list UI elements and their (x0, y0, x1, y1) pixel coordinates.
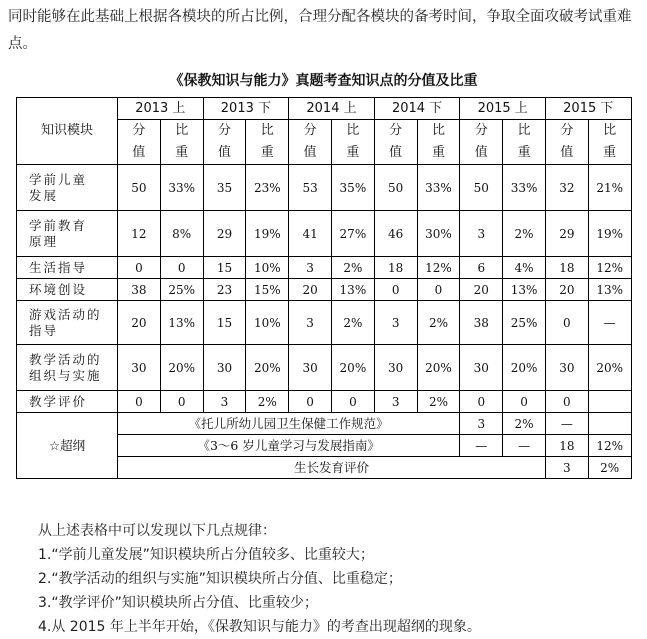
value-cell: 18 (374, 257, 417, 279)
value-cell: 15% (246, 279, 289, 301)
conclusion-item: 1.“学前儿童发展”知识模块所占分值较多、比重较大； (38, 547, 374, 563)
value-cell: 0 (160, 257, 203, 279)
year-header: 2013 下 (203, 98, 289, 120)
table-row (17, 165, 632, 211)
value-cell: 29 (203, 211, 246, 257)
value-cell: 21% (588, 165, 631, 211)
score-table (16, 97, 632, 479)
value-cell: 30 (460, 345, 503, 391)
value-cell: 12 (118, 211, 161, 257)
sub-header-cell: 分 值 (118, 120, 161, 165)
value-cell: 2% (417, 391, 460, 413)
sub-header-cell: 比 重 (246, 120, 289, 165)
value-cell: 35 (203, 165, 246, 211)
value-cell: 50 (118, 165, 161, 211)
value-cell: 13% (503, 279, 546, 301)
value-cell: 20 (545, 279, 588, 301)
value-cell: 46 (374, 211, 417, 257)
value-cell: 20% (331, 345, 374, 391)
value-cell: 0 (374, 279, 417, 301)
value-cell: 30 (203, 345, 246, 391)
beyond-item-name: 《托儿所幼儿园卫生保健工作规范》 (118, 413, 460, 435)
conclusion-item: 2.“教学活动的组织与实施”知识模块所占分值、比重稳定； (38, 571, 402, 587)
value-cell: 33% (417, 165, 460, 211)
conclusion-item: 4.从 2015 年上半年开始，《保教知识与能力》的考查出现超纲的现象。 (38, 619, 481, 635)
value-cell: 15 (203, 257, 246, 279)
value-cell: 23 (203, 279, 246, 301)
value-cell: 30% (417, 211, 460, 257)
value-cell: 3 (374, 391, 417, 413)
value-cell: 0 (118, 257, 161, 279)
value-cell: 2% (503, 211, 546, 257)
value-cell: 50 (460, 165, 503, 211)
value-cell: 19% (246, 211, 289, 257)
value-cell: 13% (331, 279, 374, 301)
module-name: 学前教育 原理 (17, 211, 118, 257)
sub-header-cell: 比 重 (417, 120, 460, 165)
value-cell: 10% (246, 257, 289, 279)
beyond-label: ☆超纲 (17, 413, 118, 479)
value-cell: 53 (289, 165, 332, 211)
value-cell: 30 (289, 345, 332, 391)
value-cell: 0 (331, 391, 374, 413)
value-cell: 2% (331, 301, 374, 345)
module-name: 教学评价 (17, 391, 118, 413)
module-name: 游戏活动的 指导 (17, 301, 118, 345)
beyond-item-name: 生长发育评价 (118, 457, 546, 479)
module-name: 教学活动的 组织与实施 (17, 345, 118, 391)
conclusions (38, 519, 481, 639)
conclusion-lead: 从上述表格中可以发现以下几点规律： (38, 523, 276, 539)
value-cell: 12% (588, 257, 631, 279)
value-cell: — (588, 301, 631, 345)
sub-header-cell: 分 值 (460, 120, 503, 165)
value-cell: 18 (545, 257, 588, 279)
table-row (17, 257, 632, 279)
value-cell: 4% (503, 257, 546, 279)
sub-header-cell: 分 值 (289, 120, 332, 165)
sub-header-cell: 分 值 (203, 120, 246, 165)
value-cell: 20% (503, 345, 546, 391)
value-cell: 20% (417, 345, 460, 391)
conclusion-list (38, 543, 481, 639)
value-cell: 3 (545, 457, 588, 479)
sub-header-cell: 比 重 (503, 120, 546, 165)
value-cell: 20 (289, 279, 332, 301)
module-name: 生活指导 (17, 257, 118, 279)
value-cell: 0 (460, 391, 503, 413)
table-title: 《保教知识与能力》真题考查知识点的分值及比重 (169, 73, 478, 89)
value-cell: — (460, 435, 503, 457)
value-cell: 2% (503, 413, 546, 435)
value-cell: 20% (588, 345, 631, 391)
value-cell: 23% (246, 165, 289, 211)
value-cell: 3 (289, 257, 332, 279)
year-header: 2013 上 (118, 98, 204, 120)
module-header: 知识模块 (17, 98, 118, 165)
value-cell: 15 (203, 301, 246, 345)
value-cell: 0 (289, 391, 332, 413)
value-cell: 3 (289, 301, 332, 345)
value-cell: 6 (460, 257, 503, 279)
value-cell (588, 391, 631, 413)
value-cell: 3 (203, 391, 246, 413)
beyond-item-name: 《3～6 岁儿童学习与发展指南》 (118, 435, 460, 457)
sub-header-cell: 比 重 (588, 120, 631, 165)
sub-header-cell: 分 值 (374, 120, 417, 165)
value-cell (588, 413, 631, 435)
year-header-row (17, 98, 632, 120)
year-header: 2014 下 (374, 98, 460, 120)
value-cell: 35% (331, 165, 374, 211)
table-body (17, 165, 632, 413)
value-cell: 2% (417, 301, 460, 345)
sub-header-cell: 比 重 (331, 120, 374, 165)
value-cell: 20% (160, 345, 203, 391)
value-cell: 20 (460, 279, 503, 301)
value-cell: 25% (160, 279, 203, 301)
value-cell: 2% (246, 391, 289, 413)
value-cell: 2% (588, 457, 631, 479)
year-header: 2015 上 (460, 98, 546, 120)
beyond-row (17, 413, 632, 435)
value-cell: 8% (160, 211, 203, 257)
value-cell: 3 (460, 413, 503, 435)
value-cell: 25% (503, 301, 546, 345)
value-cell: 12% (417, 257, 460, 279)
value-cell: 13% (588, 279, 631, 301)
table-row (17, 391, 632, 413)
value-cell: 38 (460, 301, 503, 345)
value-cell: 3 (374, 301, 417, 345)
value-cell: 41 (289, 211, 332, 257)
value-cell: 33% (160, 165, 203, 211)
table-row (17, 345, 632, 391)
beyond-section (17, 413, 632, 479)
value-cell: 0 (118, 391, 161, 413)
year-header: 2015 下 (545, 98, 631, 120)
value-cell: 20% (246, 345, 289, 391)
table-row (17, 301, 632, 345)
value-cell: — (545, 413, 588, 435)
value-cell: 0 (160, 391, 203, 413)
value-cell: 13% (160, 301, 203, 345)
value-cell: — (503, 435, 546, 457)
value-cell: 30 (545, 345, 588, 391)
sub-header-cell: 分 值 (545, 120, 588, 165)
value-cell: 10% (246, 301, 289, 345)
value-cell: 0 (545, 301, 588, 345)
value-cell: 0 (545, 391, 588, 413)
intro-paragraph: 同时能够在此基础上根据各模块的所占比例，合理分配各模块的备考时间，争取全面攻破考试重难点。 (8, 9, 632, 52)
value-cell: 32 (545, 165, 588, 211)
value-cell: 20 (118, 301, 161, 345)
value-cell: 50 (374, 165, 417, 211)
conclusion-item: 3.“教学评价”知识模块所占分值、比重较少； (38, 595, 318, 611)
year-header: 2014 上 (289, 98, 375, 120)
value-cell: 12% (588, 435, 631, 457)
value-cell: 30 (374, 345, 417, 391)
value-cell: 19% (588, 211, 631, 257)
value-cell: 3 (460, 211, 503, 257)
value-cell: 0 (417, 279, 460, 301)
value-cell: 2% (331, 257, 374, 279)
module-name: 学前儿童 发展 (17, 165, 118, 211)
table-row (17, 211, 632, 257)
sub-header-cell: 比 重 (160, 120, 203, 165)
value-cell: 38 (118, 279, 161, 301)
value-cell: 18 (545, 435, 588, 457)
value-cell: 33% (503, 165, 546, 211)
value-cell: 0 (503, 391, 546, 413)
value-cell: 29 (545, 211, 588, 257)
module-name: 环境创设 (17, 279, 118, 301)
table-row (17, 279, 632, 301)
value-cell: 27% (331, 211, 374, 257)
value-cell: 30 (118, 345, 161, 391)
